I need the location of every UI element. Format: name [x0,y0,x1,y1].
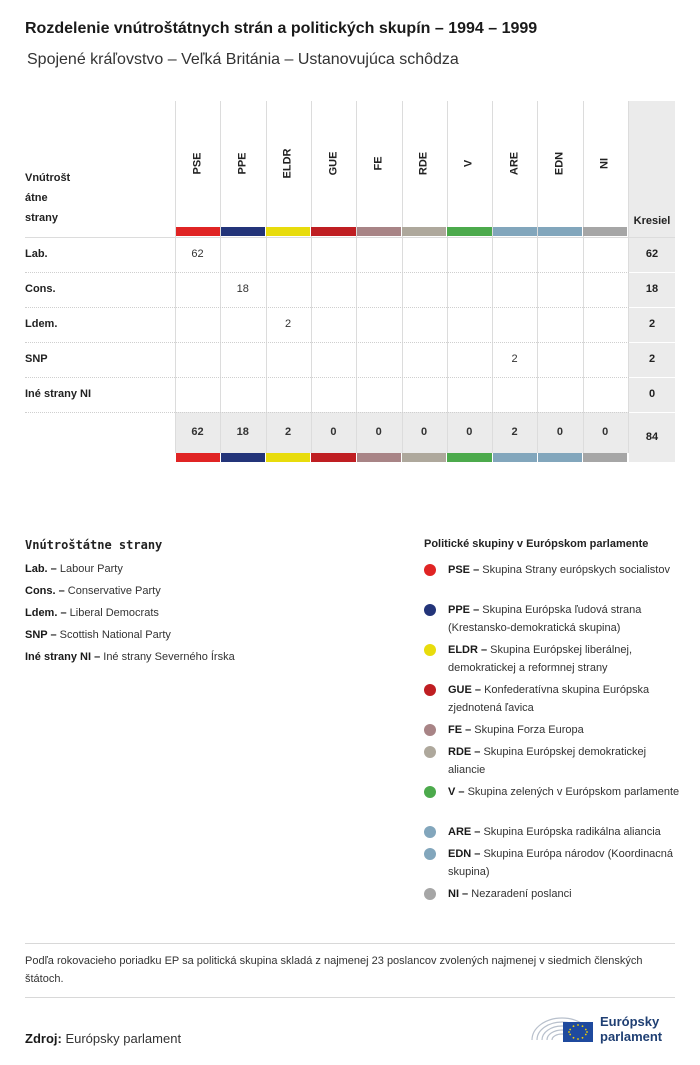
seat-cell: 2 [511,353,518,365]
party-seat-total: 62 [645,248,659,260]
seats-column-bg [629,101,675,462]
party-seat-total: 18 [645,283,659,295]
party-seat-total: 2 [648,318,656,330]
group-legend-text [448,783,684,801]
group-code-label: PSE [191,152,204,175]
group-total-cell: 0 [602,426,609,438]
group-total-cell: 62 [191,426,204,438]
legend-abbr: GUE – [448,684,482,696]
group-color-dot [424,848,436,860]
group-total-cell: 2 [285,426,292,438]
group-color-bar [447,227,491,236]
party-row-label: Lab. [25,248,48,260]
group-total-cell: 0 [420,426,428,438]
legend-abbr: Lab. – [25,563,57,575]
grand-total-cell: 84 [645,431,659,443]
legend-name: Skupina Európskej demokratickej aliancie [448,746,647,776]
group-code-label: ARE [508,151,521,176]
party-row-label: SNP [25,353,48,365]
group-legend-text [448,743,684,779]
group-code-label: PPE [236,152,249,175]
group-color-bar-bottom [402,453,446,462]
group-color-dot [424,564,436,576]
national-party-legend-item [25,563,123,575]
row-divider [25,272,629,273]
seat-cell: 18 [236,283,249,295]
group-column-header [311,101,356,227]
group-color-bar [357,227,401,236]
column-divider [628,101,629,453]
group-column-header [175,101,220,227]
legend-abbr: ARE – [448,826,481,838]
group-color-dot [424,888,436,900]
source-value: Európsky parlament [65,1031,182,1046]
group-total-cell: 0 [556,426,563,438]
legend-name: Liberal Democrats [66,607,159,619]
legend-abbr: Cons. – [25,585,65,597]
group-color-dot [424,604,436,616]
group-code-label: ELDR [281,148,294,179]
group-color-bar-bottom [311,453,355,462]
group-legend-item [424,601,684,637]
group-color-dot [424,826,436,838]
seats-column-header: Kresiel [633,215,671,227]
group-column-header [356,101,401,227]
footnote: Podľa rokovacieho poriadku EP sa politická skupina skladá z najmenej 23 poslancov zvolených najmenej v siedmich členských štátoch. [25,955,643,985]
legend-name: Conservative Party [64,585,161,597]
group-total-cell: 2 [511,426,518,438]
group-total-cell: 0 [375,426,382,438]
legend-name: Skupina Európskej liberálnej, demokratickej a reformnej strany [448,644,633,674]
national-party-legend-item [25,651,235,663]
group-color-bar [583,227,627,236]
legend-name: Skupina Európska ľudová strana (Krestansko-demokratická skupina) [448,604,642,634]
ep-logo-line1: Európsky [600,1014,660,1029]
legend-abbr: FE – [448,724,472,736]
group-column-header [266,101,311,227]
divider [25,997,675,998]
ep-logo-text [600,1014,662,1044]
group-legend-text [448,721,684,739]
group-legend-item [424,561,684,579]
group-column-header [447,101,492,227]
legend-abbr: Ldem. – [25,607,67,619]
group-color-bar [402,227,446,236]
row-divider [25,377,629,378]
group-column-header [402,101,447,227]
group-color-dot [424,724,436,736]
group-legend-item [424,845,684,881]
group-color-bar [493,227,537,236]
seat-cell: 62 [191,248,204,260]
group-color-bar [311,227,355,236]
party-header-line: Vnútrošt [25,172,71,184]
party-header-line: átne [25,192,48,204]
group-code-label: NI [598,158,611,169]
group-color-bar [221,227,265,236]
group-color-bar-bottom [447,453,491,462]
party-header-line: strany [25,212,59,224]
group-legend-item [424,743,684,779]
groups-legend-title: Politické skupiny v Európskom parlamente [424,538,649,550]
legend-abbr: V – [448,786,465,798]
legend-abbr: NI – [448,888,469,900]
ep-logo-line2: parlament [600,1029,663,1044]
national-party-legend-item [25,607,159,619]
source-label: Zdroj: [25,1031,62,1046]
group-legend-item [424,885,684,903]
group-color-bar-bottom [493,453,537,462]
group-legend-text [448,561,684,579]
national-party-legend-item [25,585,161,597]
row-divider [25,412,629,413]
party-row-label: Iné strany NI [25,388,92,400]
legend-name: Nezaradení poslanci [468,888,572,900]
seat-distribution-table [25,101,675,463]
legend-name: Konfederatívna skupina Európska zjednotená ľavica [448,684,650,714]
national-parties-legend-title: Vnútroštátne strany [25,538,163,552]
row-divider [25,307,629,308]
group-color-bar [176,227,220,236]
group-color-bar-bottom [357,453,401,462]
group-code-label: RDE [417,151,430,176]
party-seat-total: 0 [648,388,656,400]
group-total-cell: 18 [236,426,249,438]
row-divider [25,342,629,343]
group-color-bar [266,227,310,236]
group-total-cell: 0 [466,426,473,438]
page-title: Rozdelenie vnútroštátnych strán a politických skupín – 1994 – 1999 [25,20,538,37]
header-divider [25,237,675,238]
group-column-header [492,101,537,227]
party-seat-total: 2 [648,353,656,365]
page-subtitle: Spojené kráľovstvo – Veľká Británia – Ustanovujúca schôdza [27,51,459,68]
party-row-label: Cons. [25,283,56,295]
group-legend-text [448,845,684,881]
seats-row-divider [629,307,675,308]
group-code-label: V [462,159,475,168]
legend-name: Skupina zelených v Európskom parlamente [464,786,680,798]
group-color-dot [424,684,436,696]
national-parties-header [25,168,85,228]
group-color-dot [424,786,436,798]
legend-name: Skupina Forza Europa [471,724,584,736]
legend-name: Skupina Európska radikálna aliancia [480,826,661,838]
legend-abbr: ELDR – [448,644,488,656]
group-color-bar-bottom [176,453,220,462]
group-legend-item [424,783,684,801]
group-legend-item [424,823,684,841]
group-color-bar-bottom [538,453,582,462]
group-column-header [220,101,265,227]
group-color-bar-bottom [266,453,310,462]
legend-name: Iné strany Severného Írska [100,651,235,663]
source-line [25,1031,181,1046]
group-code-label: FE [372,156,385,171]
seats-row-divider [629,272,675,273]
group-legend-text [448,601,684,637]
group-color-dot [424,644,436,656]
group-legend-item [424,721,684,739]
party-row-label: Ldem. [25,318,58,330]
legend-name: Labour Party [56,563,123,575]
group-legend-item [424,681,684,717]
seats-row-divider [629,377,675,378]
group-code-label: EDN [553,151,566,176]
group-color-bar [538,227,582,236]
legend-abbr: RDE – [448,746,481,758]
legend-name: Skupina Strany európskych socialistov [479,564,670,576]
legend-abbr: PPE – [448,604,480,616]
legend-abbr: SNP – [25,629,57,641]
national-party-legend-item [25,629,171,641]
legend-abbr: PSE – [448,564,480,576]
group-legend-text [448,885,684,903]
legend-abbr: Iné strany NI – [25,651,101,663]
divider [25,943,675,944]
group-legend-text [448,681,684,717]
group-code-label: GUE [327,151,340,176]
group-color-bar-bottom [221,453,265,462]
group-total-cell: 0 [330,426,337,438]
group-legend-item [424,641,684,677]
group-column-header [583,101,628,227]
group-legend-text [448,823,684,841]
seat-cell: 2 [285,318,292,330]
legend-abbr: EDN – [448,848,481,860]
seats-row-divider [629,412,675,413]
group-color-bar-bottom [583,453,627,462]
legend-name: Scottish National Party [56,629,171,641]
group-legend-text [448,641,684,677]
legend-name: Skupina Európa národov (Koordinacná skupina) [448,848,674,878]
group-color-dot [424,746,436,758]
group-column-header [537,101,582,227]
seats-row-divider [629,342,675,343]
